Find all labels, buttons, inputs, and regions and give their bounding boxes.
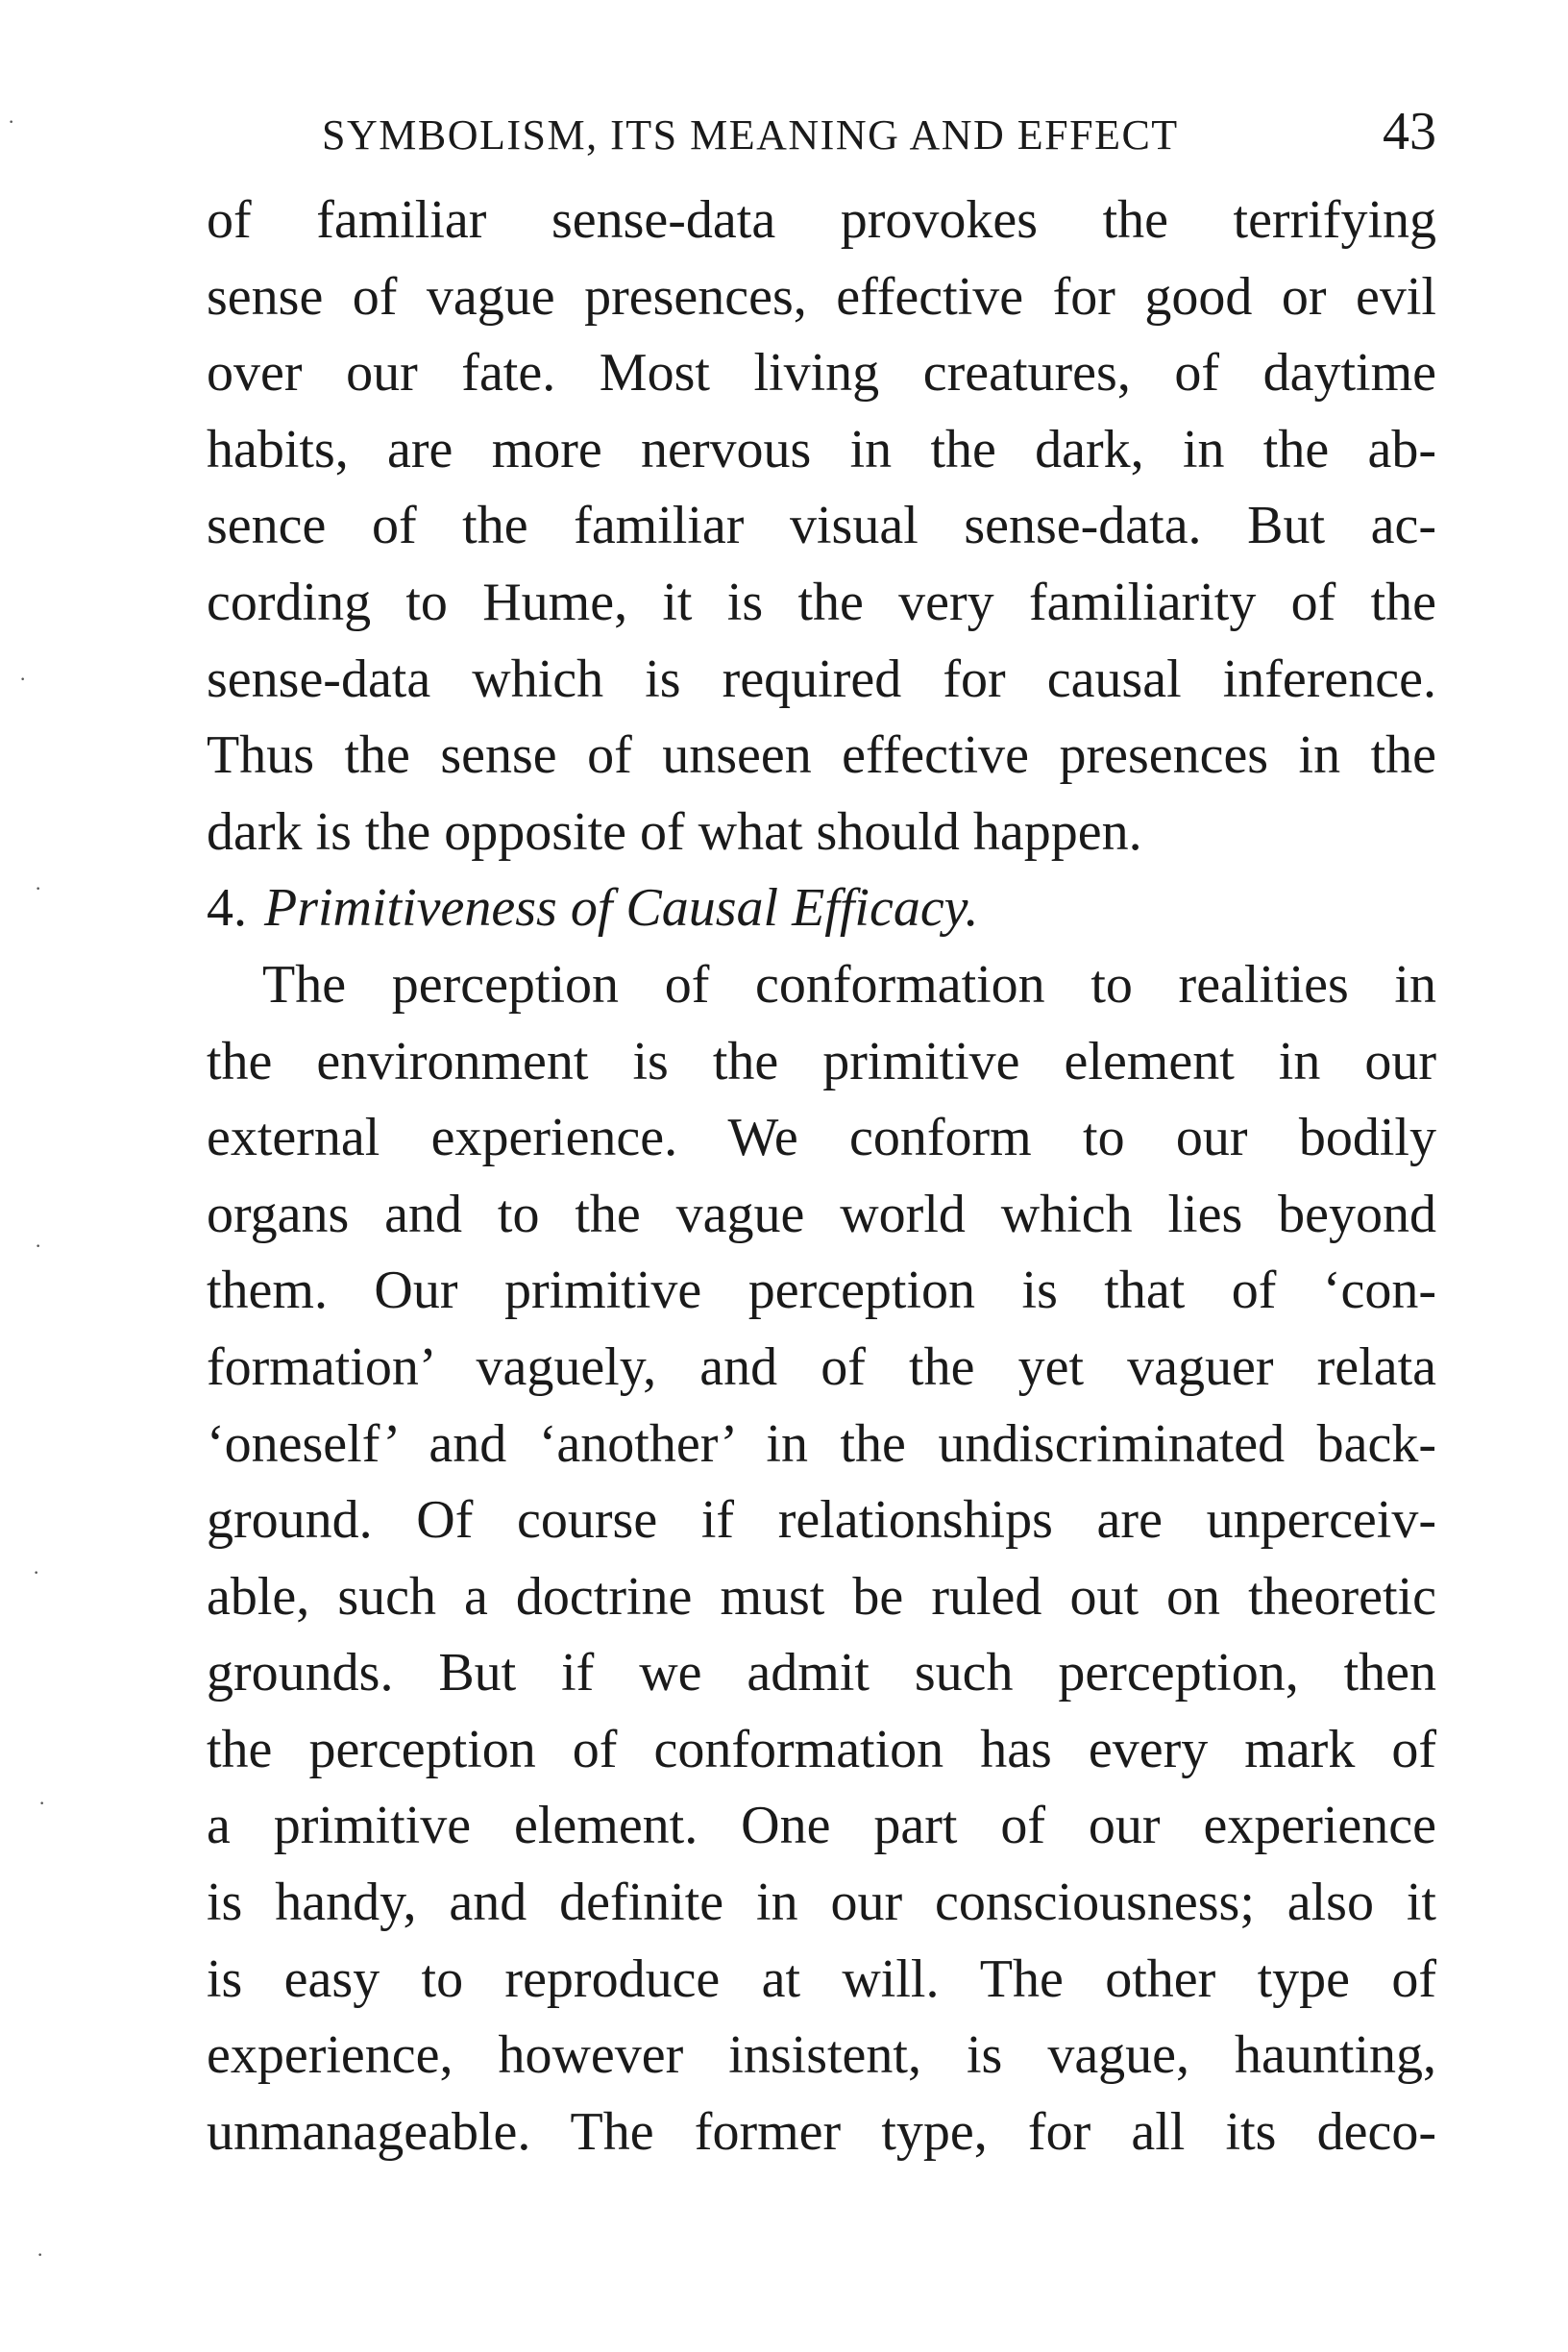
text-line: sence of the familiar visual sense-data. But ac- bbox=[207, 496, 1436, 556]
running-head: SYMBOLISM, ITS MEANING AND EFFECT bbox=[322, 111, 1179, 159]
section-heading bbox=[207, 870, 1436, 947]
margin-speck: · bbox=[8, 110, 15, 134]
text-line: habits, are more nervous in the dark, in the ab- bbox=[207, 419, 1436, 479]
section-number: 4. bbox=[207, 878, 247, 939]
text-line: sense-data which is required for causal inference. bbox=[207, 649, 1436, 709]
text-line: ‘oneself’ and ‘another’ in the undiscriminated back- bbox=[207, 1413, 1436, 1474]
text-line: The perception of conformation to realities in bbox=[262, 954, 1436, 1015]
page-header bbox=[322, 101, 1436, 168]
text-line: able, such a doctrine must be ruled out on theoretic bbox=[207, 1566, 1436, 1627]
text-line: the environment is the primitive element in our bbox=[207, 1031, 1436, 1091]
margin-speck: · bbox=[38, 1791, 46, 1815]
margin-speck: · bbox=[37, 2242, 44, 2266]
text-line: organs and to the vague world which lies beyond bbox=[207, 1184, 1436, 1244]
text-line: a primitive element. One part of our experience bbox=[207, 1796, 1436, 1856]
text-line: of familiar sense-data provokes the terrifying bbox=[207, 190, 1436, 250]
margin-specks bbox=[0, 0, 77, 2352]
section-title: Primitiveness of Causal Efficacy. bbox=[264, 878, 979, 939]
margin-speck: · bbox=[33, 1560, 40, 1584]
text-line: ground. Of course if relationships are unperceiv- bbox=[207, 1490, 1436, 1551]
text-line: experience, however insistent, is vague, haunting, bbox=[207, 2025, 1436, 2086]
body-text bbox=[207, 183, 1436, 2170]
text-line: external experience. We conform to our bodily bbox=[207, 1108, 1436, 1168]
text-line: over our fate. Most living creatures, of daytime bbox=[207, 343, 1436, 404]
text-line: them. Our primitive perception is that of ‘con- bbox=[207, 1261, 1436, 1321]
text-line: formation’ vaguely, and of the yet vaguer relata bbox=[207, 1336, 1436, 1397]
text-line: the perception of conformation has every mark of bbox=[207, 1719, 1436, 1779]
text-line: grounds. But if we admit such perception, then bbox=[207, 1643, 1436, 1703]
text-line: Thus the sense of unseen effective presences in the bbox=[207, 725, 1436, 786]
margin-speck: · bbox=[19, 667, 27, 691]
page-number: 43 bbox=[1383, 102, 1436, 161]
margin-speck: · bbox=[35, 1234, 42, 1258]
text-line: sense of vague presences, effective for good or evil bbox=[207, 266, 1436, 327]
text-line: is easy to reproduce at will. The other type of bbox=[207, 1948, 1436, 2009]
margin-speck: · bbox=[35, 876, 42, 900]
text-line: dark is the opposite of what should happen. bbox=[207, 801, 1142, 862]
text-line: cording to Hume, it is the very familiarity of the bbox=[207, 572, 1436, 632]
text-line: is handy, and definite in our consciousness; also it bbox=[207, 1873, 1436, 1933]
text-line: unmanageable. The former type, for all its deco- bbox=[207, 2101, 1436, 2162]
